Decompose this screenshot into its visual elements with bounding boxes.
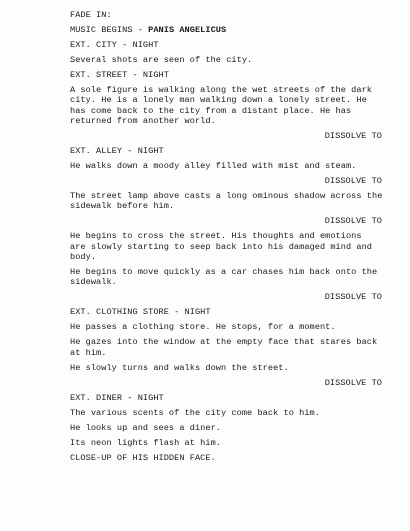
scene-heading-scene1: EXT. CITY - NIGHT (70, 40, 159, 51)
transition-dissolve-4: DISSOLVE TO (324, 292, 382, 303)
action-scene2-action-l1: A sole figure is walking along the wet streets of the dark (70, 85, 373, 96)
action-scene5-action3: Its neon lights flash at him. (70, 437, 222, 448)
action-scene2-action-l4: returned from another world. (70, 115, 216, 126)
music-cue-prefix: MUSIC BEGINS - (70, 25, 149, 35)
action-scene5-action2: He looks up and sees a diner. (70, 422, 222, 433)
transition-dissolve-3: DISSOLVE TO (324, 216, 382, 227)
action-scene3-car-l2: sidewalk. (70, 277, 117, 288)
action-scene2-action-l3: has come back to the city from a distant place. He has (70, 105, 352, 116)
music-cue (70, 25, 370, 36)
transition-dissolve-1: DISSOLVE TO (324, 130, 382, 141)
action-scene2-action-l2: city. He is a lonely man walking down a lonely street. He (70, 95, 367, 106)
action-scene3-lamp-l1: The street lamp above casts a long ominous shadow across the (70, 191, 383, 202)
scene-heading-scene2: EXT. STREET - NIGHT (70, 70, 169, 81)
action-fade-in: FADE IN: (70, 10, 112, 20)
action-scene3-cross-l1: He begins to cross the street. His thoughts and emotions (70, 231, 362, 242)
action-scene3-cross-l2: are slowly starting to seep back into his damaged mind and (70, 241, 373, 252)
transition-dissolve-5: DISSOLVE TO (324, 377, 382, 388)
action-scene4-action2-l2: at him. (70, 347, 107, 358)
action-scene4-action3: He slowly turns and walks down the street. (70, 362, 289, 373)
action-scene3-action: He walks down a moody alley filled with mist and steam. (70, 161, 357, 171)
action-scene5-action1: The various scents of the city come back to him. (70, 407, 320, 418)
scene-heading-scene4: EXT. CLOTHING STORE - NIGHT (70, 307, 211, 318)
scene-heading-scene5: EXT. DINER - NIGHT (70, 392, 164, 403)
action-scene3-cross-l3: body. (70, 251, 97, 262)
scene-heading-scene3: EXT. ALLEY - NIGHT (70, 146, 164, 156)
action-scene1-action: Several shots are seen of the city. (70, 55, 253, 66)
action-scene3-car-l1: He begins to move quickly as a car chases him back onto the (70, 266, 378, 277)
action-scene4-action1: He passes a clothing store. He stops, for a moment. (70, 322, 336, 333)
music-title: PANIS ANGELICUS (148, 25, 227, 35)
action-scene3-lamp-l2: sidewalk before him. (70, 201, 175, 212)
transition-dissolve-2: DISSOLVE TO (324, 176, 382, 187)
action-scene4-action2-l1: He gazes into the window at the empty face that stares back (70, 337, 378, 348)
action-scene5-closeup: CLOSE-UP OF HIS HIDDEN FACE. (70, 452, 216, 463)
